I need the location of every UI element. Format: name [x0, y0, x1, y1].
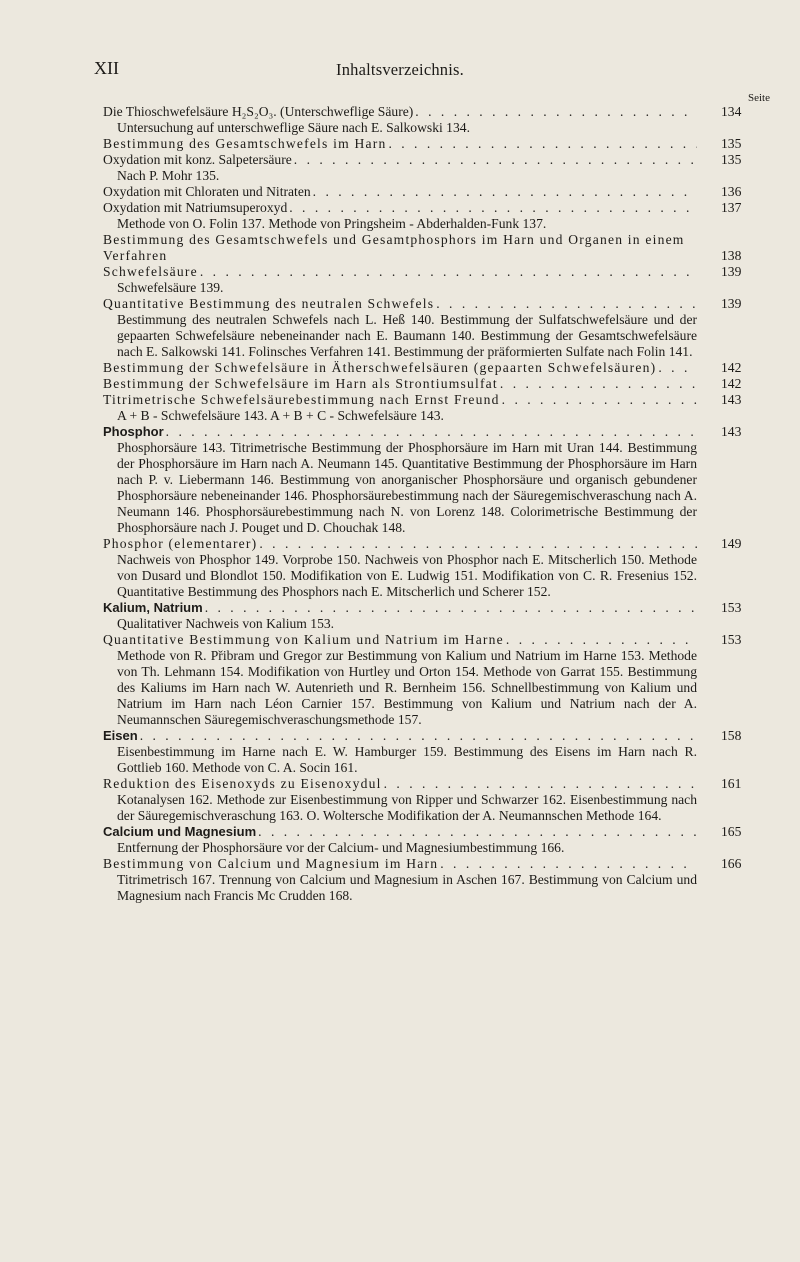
dot-leader: [440, 856, 697, 872]
dot-leader: [166, 424, 697, 440]
toc-page-number: 166: [721, 856, 742, 871]
toc-entry-title: Eisen: [103, 728, 138, 743]
toc-entry-title: Bestimmung des Gesamtschwefels und Gesamtphosphors im Harn und Organen in einem Verfahren: [103, 232, 685, 263]
toc-page-number: 158: [721, 728, 742, 743]
toc-entry-subtopics: Bestimmung des neutralen Schwefels nach L. Heß 140. Bestimmung der Sulfatschwefelsäure und der gepaarten Schwefelsäure nebeneinander nach E. Baumann 140. Bestimmung der Gesamtschwefelsäure nach E. Salkowski 141. Folinsches Verfahren 141. Bestimmung der präformierten Sulfate nach Folin 141.: [117, 312, 697, 359]
toc-entry: [103, 632, 751, 728]
toc-entry: [103, 856, 751, 904]
toc-entry-subtopics: Qualitativer Nachweis von Kalium 153.: [117, 616, 335, 631]
dot-leader: [415, 104, 697, 120]
toc-page-number: 138: [721, 248, 742, 263]
toc-entry: [103, 264, 751, 296]
toc-page-number: 137: [721, 200, 742, 215]
dot-leader: [258, 824, 697, 840]
toc-entry-title: Bestimmung des Gesamtschwefels im Harn: [103, 136, 387, 151]
dot-leader: [500, 376, 697, 392]
toc-entry-subtopics: Kotanalysen 162. Methode zur Eisenbestimmung von Ripper und Schwarzer 162. Eisenbestimmung nach der Säuregemischveraschung 163. O. Woltersche Modifikation der A. Neumannschen Methode 164.: [117, 792, 697, 823]
toc-page-number: 142: [721, 376, 742, 391]
toc-entry-subtopics: Entfernung der Phosphorsäure vor der Calcium- und Magnesiumbestimmung 166.: [117, 840, 565, 855]
page-number: XII: [94, 58, 119, 78]
toc-entry-subtopics: Untersuchung auf unterschweflige Säure nach E. Salkowski 134.: [117, 120, 470, 135]
toc-entry-subtopics: Eisenbestimmung im Harne nach E. W. Hamburger 159. Bestimmung des Eisens im Harn nach R. Gottlieb 160. Methode von C. A. Socin 161.: [117, 744, 697, 775]
toc-entry-title: Calcium und Magnesium: [103, 824, 257, 839]
toc-entry-title: Phosphor (elementarer): [103, 536, 258, 551]
dot-leader: [313, 184, 697, 200]
toc-entry-title: Reduktion des Eisenoxyds zu Eisenoxydul: [103, 776, 382, 791]
toc-entry-title: Bestimmung von Calcium und Magnesium im Harn: [103, 856, 439, 871]
dot-leader: [205, 600, 697, 616]
toc-page-number: 139: [721, 264, 742, 279]
toc-entry-subtopics: Methode von O. Folin 137. Methode von Pringsheim - Abderhalden-Funk 137.: [117, 216, 547, 231]
toc-entry: [103, 152, 751, 184]
toc-entry-title: Titrimetrische Schwefelsäurebestimmung nach Ernst Freund: [103, 392, 500, 407]
toc-entry: [103, 600, 751, 632]
toc-entry: [103, 200, 751, 232]
toc-entry-title: Kalium, Natrium: [103, 600, 203, 615]
running-title: Inhaltsverzeichnis.: [336, 60, 464, 79]
toc-page-number: 161: [721, 776, 742, 791]
table-of-contents: [103, 104, 751, 904]
toc-entry-subtopics: Schwefelsäure 139.: [117, 280, 224, 295]
page-column-label: Seite: [748, 92, 770, 104]
toc-page-number: 142: [721, 360, 742, 375]
toc-entry-title: Oxydation mit Natriumsuperoxyd: [103, 200, 288, 215]
toc-entry: [103, 392, 751, 424]
dot-leader: [388, 136, 697, 152]
toc-entry-subtopics: Phosphorsäure 143. Titrimetrische Bestimmung der Phosphorsäure im Harn mit Uran 144. Bestimmung der Phosphorsäure im Harn nach A. Neumann 145. Quantitative Bestimmung der Phosphorsäure im Harn nach P. v. Liebermann 146. Bestimmung von anorganischer Phosphorsäure und organisch gebundener Phosphorsäure nebeneinander 146. Phosphorsäurebestimmung nach der Säuregemischveraschung nach A. Neumann 146. Phosphorsäurebestimmung nach N. von Lorenz 148. Colorimetrische Bestimmung der Phosphorsäure nach J. Pouget und D. Chouchak 148.: [117, 440, 697, 535]
toc-entry: [103, 104, 751, 136]
toc-entry-subtopics: A + B - Schwefelsäure 143. A + B + C - Schwefelsäure 143.: [117, 408, 444, 423]
toc-entry: [103, 376, 751, 392]
toc-entry: [103, 776, 751, 824]
toc-entry-title: Die Thioschwefelsäure H₂S₂O₃. (Unterschweflige Säure): [103, 104, 414, 119]
toc-entry-title: Phosphor: [103, 424, 164, 439]
toc-entry-subtopics: Methode von R. Přibram und Gregor zur Bestimmung von Kalium und Natrium im Harne 153. Methode von Th. Lehmann 154. Modifikation von Hurtley und Orton 154. Methode von Garrat 155. Bestimmung des Kaliums im Harn nach W. Autenrieth und R. Bernheim 156. Schnellbestimmung von Kalium und Natrium im Harn nach Léon Carnier 157. Bestimmung von Kalium und Natrium nach der A. Neumannschen Säuregemischveraschungsmethode 157.: [117, 648, 697, 727]
toc-entry: [103, 360, 751, 376]
toc-entry-title: Bestimmung der Schwefelsäure im Harn als Strontiumsulfat: [103, 376, 498, 391]
toc-entry-title: Quantitative Bestimmung des neutralen Schwefels: [103, 296, 435, 311]
toc-page-number: 134: [721, 104, 742, 119]
toc-entry-subtopics: Titrimetrisch 167. Trennung von Calcium und Magnesium in Aschen 167. Bestimmung von Calcium und Magnesium nach Francis Mc Crudden 168.: [117, 872, 697, 903]
dot-leader: [289, 200, 697, 216]
toc-page-number: 153: [721, 600, 742, 615]
toc-entry: [103, 424, 751, 536]
toc-entry: [103, 232, 751, 264]
toc-entry-title: Oxydation mit Chloraten und Nitraten: [103, 184, 311, 199]
dot-leader: [294, 152, 697, 168]
toc-entry-title: Bestimmung der Schwefelsäure in Ätherschwefelsäuren (gepaarten Schwefelsäuren): [103, 360, 657, 375]
toc-page-number: 135: [721, 136, 742, 151]
toc-page-number: 135: [721, 152, 742, 167]
toc-entry-title: Quantitative Bestimmung von Kalium und Natrium im Harne: [103, 632, 504, 647]
toc-page-number: 149: [721, 536, 742, 551]
dot-leader: [200, 264, 697, 280]
toc-entry: [103, 136, 751, 152]
toc-entry-title: Oxydation mit konz. Salpetersäure: [103, 152, 292, 167]
toc-page-number: 139: [721, 296, 742, 311]
running-header: [0, 58, 800, 86]
dot-leader: [140, 728, 697, 744]
toc-page-number: 143: [721, 392, 742, 407]
toc-entry-subtopics: Nach P. Mohr 135.: [117, 168, 220, 183]
toc-entry-subtopics: Nachweis von Phosphor 149. Vorprobe 150. Nachweis von Phosphor nach E. Mitscherlich 150. Methode von Dusard und Blondlot 150. Modifikation von E. Ludwig 151. Modifikation von C. R. Fresenius 152. Quantitative Bestimmung des Phosphors nach E. Mitscherlich und Scherer 152.: [117, 552, 697, 599]
toc-page-number: 165: [721, 824, 742, 839]
dot-leader: [259, 536, 697, 552]
toc-entry: [103, 536, 751, 600]
toc-page-number: 153: [721, 632, 742, 647]
toc-entry: [103, 184, 751, 200]
toc-page-number: 143: [721, 424, 742, 439]
toc-entry: [103, 824, 751, 856]
toc-entry: [103, 728, 751, 776]
dot-leader: [436, 296, 697, 312]
dot-leader: [384, 776, 697, 792]
toc-entry: [103, 296, 751, 360]
dot-leader: [506, 632, 697, 648]
dot-leader: [658, 360, 697, 376]
toc-entry-title: Schwefelsäure: [103, 264, 198, 279]
toc-page-number: 136: [721, 184, 742, 199]
dot-leader: [502, 392, 697, 408]
